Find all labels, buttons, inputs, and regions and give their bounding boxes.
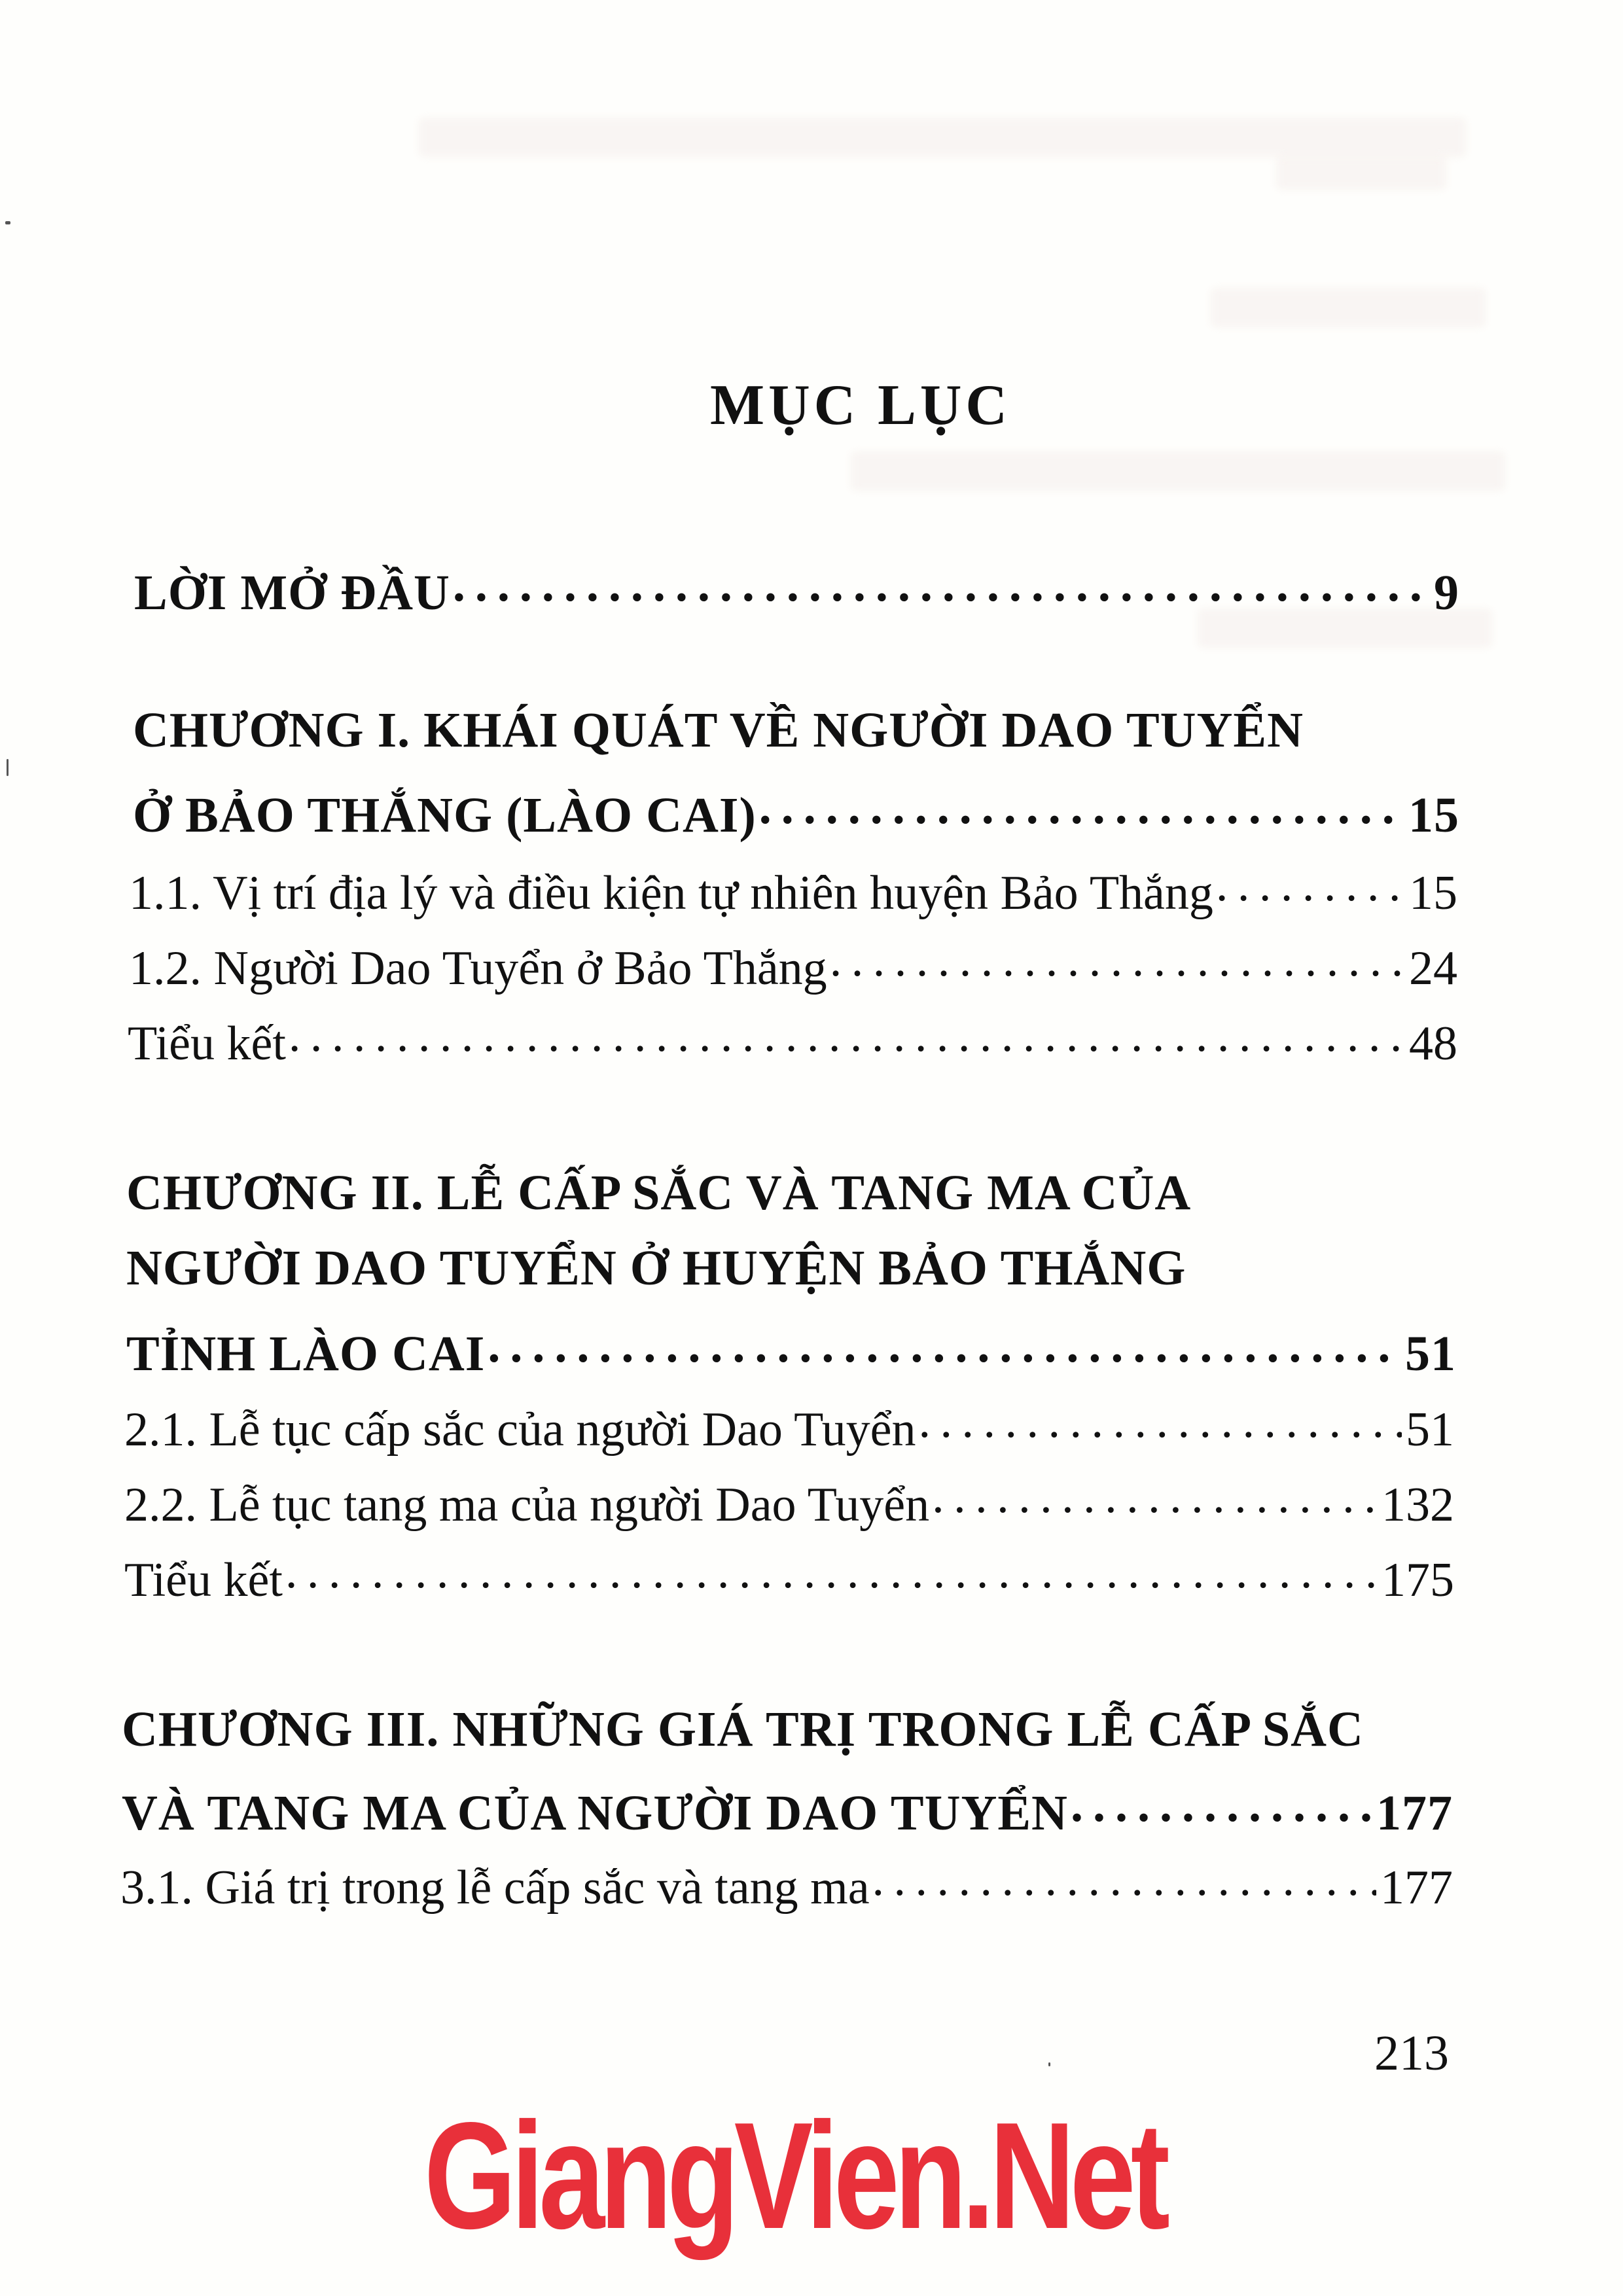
toc-entry-label: CHƯƠNG III. NHỮNG GIÁ TRỊ TRONG LỄ CẤP SẮC — [122, 1702, 1364, 1757]
toc-entry-page: 175 — [1382, 1553, 1454, 1607]
toc-title: MỤC LỤC — [710, 374, 1011, 437]
toc-entry-page: 132 — [1382, 1478, 1454, 1532]
toc-entry-chapter-3-line-1[interactable] — [122, 1702, 1364, 1757]
toc-entry-label: LỜI MỞ ĐẦU — [134, 565, 450, 620]
toc-entry-chapter-2-line-2[interactable] — [126, 1241, 1186, 1296]
toc-entry-label: 1.1. Vị trí địa lý và điều kiện tự nhiên huyện Bảo Thắng — [129, 866, 1213, 920]
toc-entry-chapter-1-line-2[interactable] — [133, 782, 1459, 843]
toc-entry-chapter-2-line-3[interactable] — [126, 1320, 1456, 1379]
toc-entry-label: 1.2. Người Dao Tuyển ở Bảo Thắng — [129, 942, 827, 995]
toc-entry-page: 9 — [1434, 565, 1459, 620]
toc-entry-chapter-3-line-2[interactable] — [122, 1780, 1453, 1841]
page-number: 213 — [1374, 2026, 1449, 2081]
dot-leader — [453, 559, 1430, 609]
dot-leader — [1071, 1780, 1372, 1829]
toc-entry-label: Tiểu kết — [124, 1553, 283, 1607]
toc-entry-page: 24 — [1409, 942, 1457, 995]
toc-entry-page: 48 — [1409, 1017, 1457, 1070]
dot-leader — [932, 1472, 1378, 1521]
toc-entry-chapter-2-line-1[interactable] — [126, 1165, 1192, 1220]
toc-entry-label: 2.1. Lễ tục cấp sắc của người Dao Tuyển — [124, 1403, 916, 1457]
dot-leader — [872, 1855, 1376, 1903]
toc-entry-label: 3.1. Giá trị trong lễ cấp sắc và tang ma — [120, 1861, 870, 1915]
toc-entry-chapter-1-summary[interactable] — [128, 1011, 1457, 1068]
toc-entry-page: 15 — [1409, 866, 1457, 920]
toc-entry-page: 51 — [1405, 1326, 1456, 1381]
toc-entry-label: CHƯƠNG I. KHÁI QUÁT VỀ NGƯỜI DAO TUYỂN — [133, 703, 1304, 758]
toc-entry-preface[interactable] — [134, 559, 1459, 618]
toc-entry-2-1[interactable] — [124, 1397, 1454, 1457]
watermark-logo: GiangVien.Net — [424, 2091, 1166, 2261]
toc-entry-chapter-2-summary[interactable] — [124, 1547, 1454, 1607]
toc-entry-page: 15 — [1408, 788, 1459, 843]
dot-leader — [488, 1320, 1401, 1370]
toc-entry-2-2[interactable] — [124, 1472, 1454, 1532]
toc-entry-1-2[interactable] — [129, 936, 1457, 993]
dot-leader — [919, 1397, 1402, 1445]
dot-leader — [759, 782, 1404, 832]
dot-leader — [285, 1547, 1378, 1596]
dot-leader — [289, 1011, 1405, 1059]
toc-entry-chapter-1-line-1[interactable] — [133, 703, 1304, 758]
toc-entry-label: Ở BẢO THẮNG (LÀO CAI) — [133, 788, 757, 843]
toc-entry-page: 177 — [1380, 1861, 1453, 1915]
toc-entry-page: 177 — [1376, 1786, 1453, 1841]
dot-leader — [830, 936, 1405, 984]
toc-entry-label: CHƯƠNG II. LỄ CẤP SẮC VÀ TANG MA CỦA — [126, 1165, 1192, 1220]
toc-entry-label: Tiểu kết — [128, 1017, 286, 1070]
toc-entry-3-1[interactable] — [120, 1855, 1453, 1915]
toc-entry-1-1[interactable] — [129, 860, 1457, 920]
toc-entry-label: 2.2. Lễ tục tang ma của người Dao Tuyển — [124, 1478, 930, 1532]
toc-entry-label: NGƯỜI DAO TUYỂN Ở HUYỆN BẢO THẮNG — [126, 1241, 1186, 1296]
toc-entry-page: 51 — [1406, 1403, 1454, 1457]
toc-entry-label: VÀ TANG MA CỦA NGƯỜI DAO TUYỂN — [122, 1786, 1068, 1841]
toc-entry-label: TỈNH LÀO CAI — [126, 1326, 486, 1381]
dot-leader — [1216, 860, 1405, 909]
